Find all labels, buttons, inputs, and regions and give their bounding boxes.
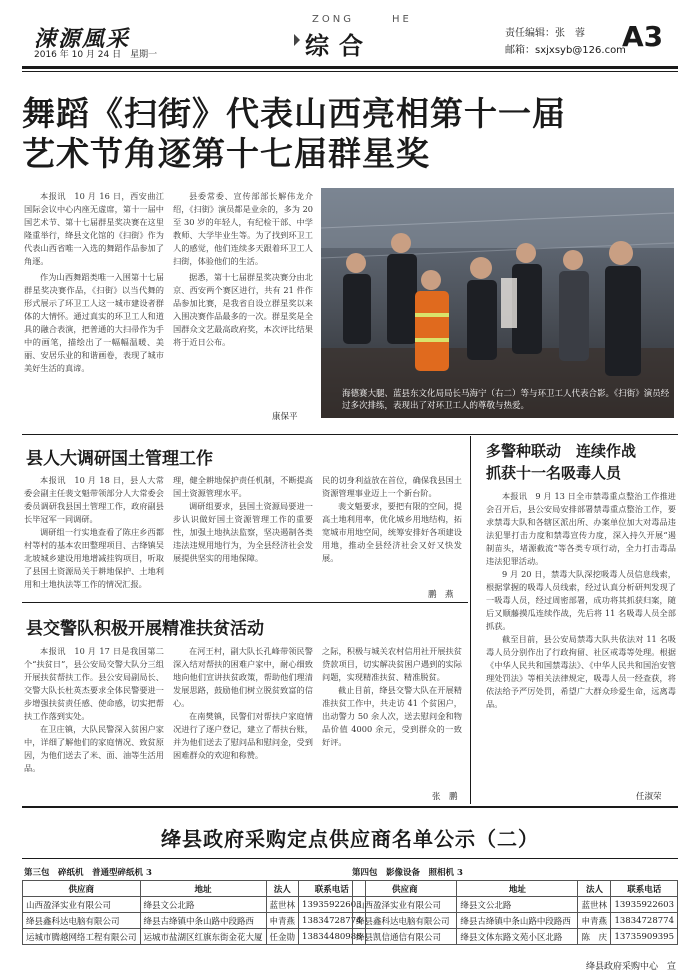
header-cell: 联系电话 (611, 881, 678, 897)
table-cell: 蓝世林 (578, 897, 611, 913)
land-paragraph: 本报讯 10 月 18 日，县人大常委会副主任裴文魁带领部分人大常委会委员调研我县国土管理工作，政府副县长毕冠军一同调研。 (24, 475, 164, 524)
header-cell: 地址 (140, 881, 266, 897)
lead-headline-line2: 艺术节角逐第十七届群星奖 (22, 134, 430, 173)
table-cell: 绛县文体东路文苑小区北路 (457, 929, 578, 945)
table-cell: 13834480988 (299, 929, 366, 945)
section-arrow-icon (294, 34, 300, 46)
lead-photo-caption: 海德赛大腿、蓝县东文化局局长马海宁（右二）等与环卫工人代表合影。《扫街》演员经过多次排练，表现出了对环卫工人的尊敬与热爱。 (342, 389, 670, 411)
land-paragraph: 理，健全耕地保护责任机制，不断提高国土资源管理水平。 (173, 475, 313, 498)
table-cell: 绛县鑫科达电脑有限公司 (353, 913, 457, 929)
land-column-3 (322, 474, 462, 586)
table-cell: 绛县鑫科达电脑有限公司 (23, 913, 141, 929)
pinyin-left: ZONG (312, 14, 354, 25)
land-paragraph: 民的切身利益放在首位，确保我县国土资源管理事业迈上一个新台阶。 (322, 475, 462, 498)
lead-reporter: 康保平 (272, 412, 298, 422)
page-number: A3 (622, 20, 664, 53)
traffic-paragraph: 在河王村，副大队长孔峰带领民警深入结对帮扶的困难户家中，耐心细致地向他们宣讲扶贫政策，帮助他们理清发展思路，鼓励他们树立脱贫致富的信心。 (173, 646, 313, 708)
traffic-column-1 (24, 645, 164, 801)
package-4-caption: 第四包 影像设备 照相机 3 (352, 868, 463, 878)
land-paragraph: 调研组要求，县国土资源局要进一步认识做好国土资源管理工作的重要性，加强土地执法监察，坚决遏制各类违法违规用地行为，为全县经济社会发展提供坚实的用地保障。 (173, 501, 313, 563)
table-cell: 绛县文公北路 (140, 897, 266, 913)
lead-column-1 (24, 190, 164, 422)
header-cell: 地址 (457, 881, 578, 897)
table-cell: 绛县文公北路 (457, 897, 578, 913)
header-cell: 联系电话 (299, 881, 366, 897)
table-cell: 运城市腾越网络工程有限公司 (23, 929, 141, 945)
drug-paragraph: 截至目前，县公安局禁毒大队共依法对 11 名吸毒人员分别作出了行政拘留、社区戒毒等处理。根据《中华人民共和国禁毒法》、《中华人民共和国治安管理处罚法》等相关法律规定，吸毒人员一经查获，将依法给予严厉处罚，希望广大群众珍爱生命，远离毒品。 (486, 634, 676, 709)
issue-date: 2016 年 10 月 24 日 星期一 (34, 50, 158, 60)
table-header-row (23, 881, 366, 897)
table-cell: 任金勋 (266, 929, 299, 945)
editor-line: 责任编辑：张 蓉 (505, 28, 585, 39)
table-cell: 绛县古绛镇中条山路中段路西 (457, 913, 578, 929)
table-cell: 山西盈泽实业有限公司 (353, 897, 457, 913)
lead-paragraph: 本报讯 10 月 16 日，西安曲江国际会议中心内座无虚席，第十一届中国艺术节、第十七届群星奖决赛在这里隆重举行，绛县文化馆的《扫街》作为代表山西省唯一入选的舞蹈作品参加了角逐。 (24, 191, 164, 266)
package-3-table (22, 880, 366, 945)
section-divider (22, 806, 678, 808)
table-header-row (353, 881, 678, 897)
lead-paragraph: 据悉，第十七届群星奖决赛分由北京、西安两个赛区进行，共有 21 件作品参加比赛，是我省自设立群星奖以来入围决赛作品最多的一次。群星奖是全国群众文艺最高政府奖，本次评比结果将于近日公布。 (173, 272, 313, 347)
procurement-footer: 绛县政府采购中心 宣 (585, 962, 676, 972)
drug-reporter: 任淑荣 (636, 792, 662, 802)
table-row (23, 913, 366, 929)
section-divider (22, 602, 468, 603)
table-row (353, 897, 678, 913)
drug-paragraph: 9 月 20 日，禁毒大队深挖吸毒人员信息线索，根据掌握的吸毒人员线索，经过认真分析研判发现了一吸毒人员，经过周密部署，成功将其抓获归案，随后又顺藤摸瓜连续作战，先后将 11 名吸毒人员全部抓获。 (486, 569, 676, 631)
table-cell: 13834728774 (611, 913, 678, 929)
lead-column-2 (173, 190, 313, 408)
drug-article-body (486, 490, 676, 786)
package-4-table (352, 880, 678, 945)
header-cell: 法人 (266, 881, 299, 897)
traffic-paragraph: 在卫庄镇，大队民警深入贫困户家中，详细了解他们的家庭情况、致贫原因，为他们送去了米、面、油等生活用品。 (24, 724, 164, 773)
lead-photo (321, 188, 674, 418)
table-cell: 13935922603 (611, 897, 678, 913)
section-name: 综合 (305, 31, 373, 60)
table-cell: 申青燕 (266, 913, 299, 929)
table-cell: 山西盈泽实业有限公司 (23, 897, 141, 913)
table-row (23, 897, 366, 913)
table-cell: 运城市盐湖区红旗东街金花大厦 (140, 929, 266, 945)
column-divider (470, 436, 471, 804)
lead-headline-line1: 舞蹈《扫街》代表山西亮相第十一届 (22, 94, 566, 133)
land-paragraph: 裴文魁要求，要把有限的空间，提高土地利用率，优化城乡用地结构，拓宽城市用地空间，统筹安排好各项建设用地，推动全县经济社会又好又快发展。 (322, 501, 462, 563)
table-cell: 13735909395 (611, 929, 678, 945)
package-3-caption: 第三包 碎纸机 普通型碎纸机 3 (24, 868, 152, 878)
lead-paragraph: 县委常委、宣传部部长解伟龙介绍，《扫街》演员都是业余的，多为 20 至 30 岁的年轻人，有纪检干部、中学教师、大学毕业生等。为了找到环卫工人的感觉，他们连续多天跟着环卫工人扫街，体验他们的生活。 (173, 191, 313, 266)
table-row (353, 913, 678, 929)
section-divider (22, 434, 678, 435)
header-cell: 供应商 (353, 881, 457, 897)
traffic-column-3 (322, 645, 462, 785)
traffic-article-title: 县交警队积极开展精准扶贫活动 (26, 619, 264, 639)
traffic-paragraph: 在南樊镇，民警们对帮扶户家庭情况进行了逐户登记，建立了帮扶台账，并为他们送去了慰问品和慰问金，受到困难群众的欢迎和称赞。 (173, 711, 313, 760)
email-line: 邮箱：sxjxsyb@126.com (505, 45, 626, 56)
procurement-title: 绛县政府采购定点供应商名单公示（二） (161, 827, 539, 851)
drug-article-title-line1: 多警种联动 连续作战 (486, 442, 637, 460)
table-cell: 13935922603 (299, 897, 366, 913)
traffic-paragraph: 截止目前，绛县交警大队在开展精准扶贫工作中，共走访 41 个贫困户，出动警力 50 余人次，送去慰问金和物品价值 4000 余元，受到群众的一致好评。 (322, 685, 462, 747)
header-rule (22, 66, 678, 69)
table-row (353, 929, 678, 945)
table-cell: 绛县古绛镇中条山路中段路西 (140, 913, 266, 929)
land-paragraph: 调研组一行实地查看了陈庄乡西都村等村的基本农田整理项目、古绛镇吴北坡城乡建设用地增减挂钩项目，听取了县国土资源局关于耕地保护、土地利用和土地执法等工作的情况汇报。 (24, 527, 164, 589)
header-cell: 供应商 (23, 881, 141, 897)
masthead-brand: 涑源風采 (34, 26, 131, 52)
table-row (23, 929, 366, 945)
land-reporter: 鹏 燕 (428, 590, 454, 600)
table-cell: 13834728774 (299, 913, 366, 929)
table-cell: 蓝世林 (266, 897, 299, 913)
traffic-reporter: 张 鹏 (432, 792, 458, 802)
section-pinyin (312, 14, 450, 25)
table-cell: 陈 庆 (578, 929, 611, 945)
land-column-1 (24, 474, 164, 600)
drug-article-title-line2: 抓获十一名吸毒人员 (486, 464, 622, 482)
header-rule-thin (22, 71, 678, 72)
lead-paragraph: 作为山西舞蹈类唯一入围第十七届群星奖决赛作品，《扫街》以当代舞的形式展示了环卫工人这一城市建设者群体的大情怀。通过真实的环卫工人和道具的融合表演，把普通的大扫帚作为手中的画笔，描绘出了一幅幅温暖、美丽、安居乐业的和谐画卷，表现了城市美好生活的真谛。 (24, 272, 164, 373)
land-article-title: 县人大调研国土管理工作 (26, 449, 213, 469)
header-cell: 法人 (578, 881, 611, 897)
section-divider (22, 858, 678, 859)
traffic-paragraph: 之际，积极与城关农村信用社开展扶贫贷款项目，切实解决贫困户遇到的实际问题，实现精准扶贫、精准脱贫。 (322, 646, 462, 682)
traffic-paragraph: 本报讯 10 月 17 日是我国第二个“扶贫日”，县公安局交警大队分三组开展扶贫帮扶工作。县公安局副局长、交警大队长杜英杰要求全体民警要进一步增强扶贫责任感、使命感，切实把帮扶工作落到实处。 (24, 646, 164, 721)
drug-paragraph: 本报讯 9 月 13 日全市禁毒重点整治工作推进会召开后，县公安局安排部署禁毒重点整治工作，要求禁毒大队和各辖区派出所、办案单位加大对毒品违法犯罪打击力度和禁毒宣传力度，深入持久开展“遏制苗头，堵源截流”等各类专项行动，全力打击毒品违法犯罪活动。 (486, 491, 676, 566)
traffic-column-2 (173, 645, 313, 801)
table-cell: 申青燕 (578, 913, 611, 929)
pinyin-right: HE (391, 14, 412, 25)
land-column-2 (173, 474, 313, 600)
table-cell: 绛县凯信通信有限公司 (353, 929, 457, 945)
